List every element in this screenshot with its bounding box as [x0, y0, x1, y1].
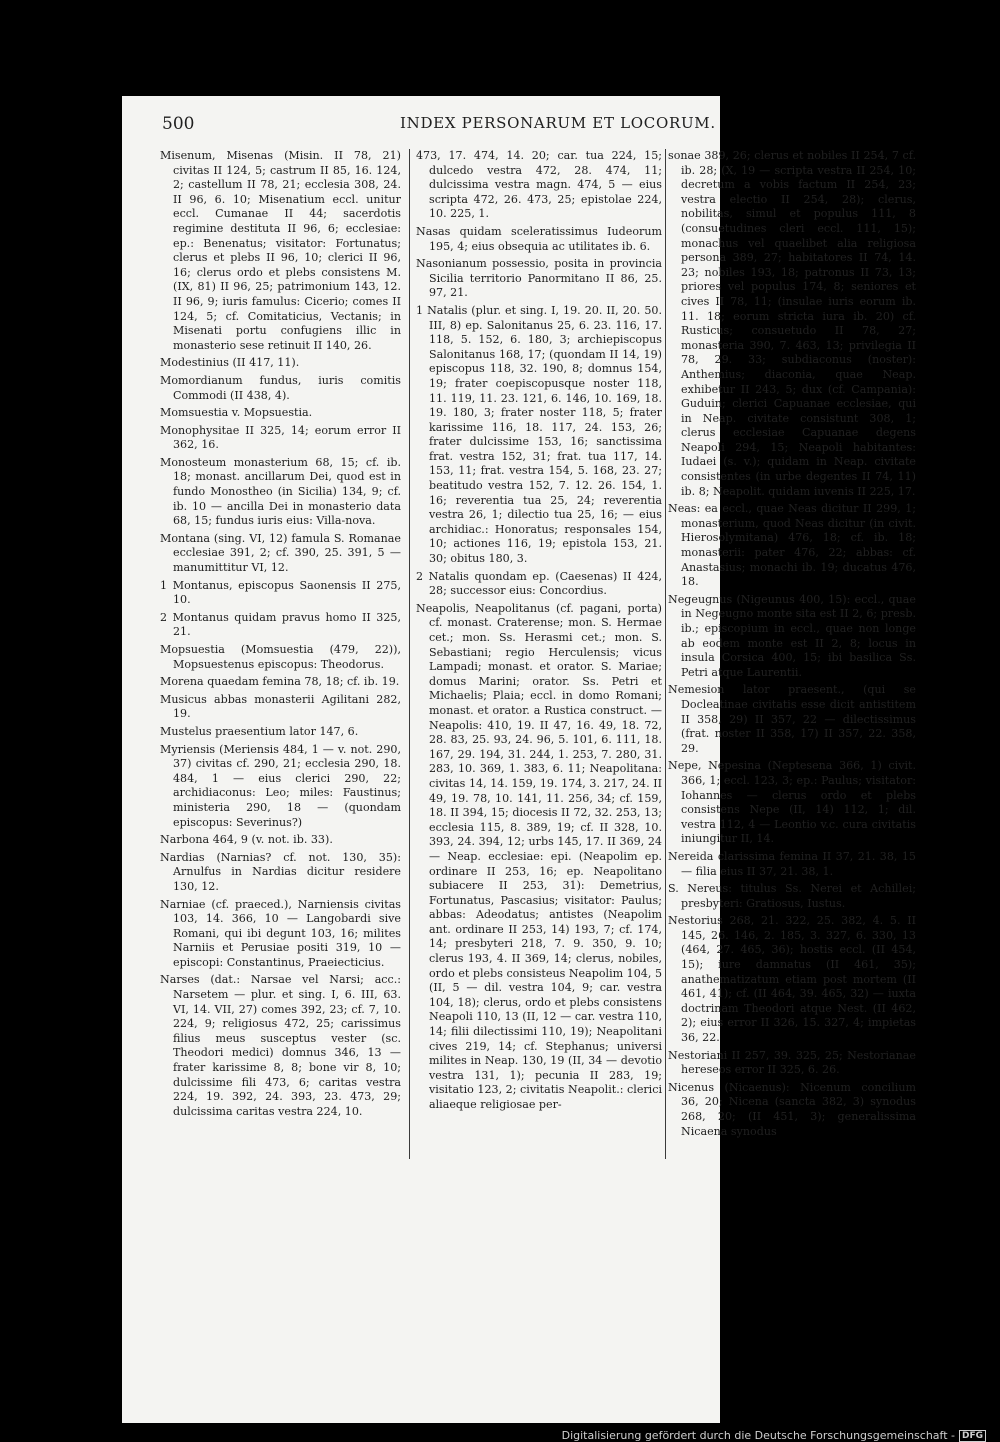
digitization-credit [562, 1429, 986, 1442]
column-divider [409, 149, 410, 1159]
index-column-1 [160, 149, 401, 1159]
page-number: 500 [162, 114, 195, 134]
index-entry: Monosteum monasterium 68, 15; cf. ib. 18; monast. ancillarum Dei, quod est in fundo Monostheo (in Sicilia) 134, 9; cf. ib. 10 — ancilla Dei in monasterio data 68, 15; fundus iuris eius: Villa-nova. [160, 455, 401, 528]
index-entry: Nereida clarissima femina II 37, 21. 38, 15 — filia eius II 37, 21. 38, 1. [668, 849, 916, 878]
index-entry: Nemesion lator praesent., (qui se Docleatinae civitatis esse dicit antistitem II 358, 29) II 357, 22 — dilectissimus (frat. noster II 358, 17) II 357, 22. 358, 29. [668, 683, 916, 755]
index-entry: Narses (dat.: Narsae vel Narsi; acc.: Narsetem — plur. et sing. I, 6. III, 63. VI, 14. VII, 27) comes 392, 23; cf. 7, 10. 224, 9; religiosus 472, 25; carissimus filius meus susceptus vester (sc. Theodori medici) domnus 346, 13 — frater karissime 8, 8; bone vir 8, 10; dulcissime fili 473, 6; caritas vestra 224, 19. 392, 24. 393, 23. 473, 29; dulcissima caritas vestra 224, 10. [160, 973, 401, 1118]
index-entry: Momsuestia v. Mopsuestia. [160, 406, 313, 420]
index-entry: Musicus abbas monasterii Agilitani 282, 19. [160, 692, 401, 721]
index-page [122, 96, 916, 1423]
index-entry: Nestorius 268, 21. 322, 25. 382, 4. 5. II 145, 26. 146, 2. 185, 3. 327, 6. 330, 13 (464, 27. 465, 36); hostis eccl. (II 454, 15); iure damnatus (II 461, 35); anathematizatum etiam post mortem (II 461, 41); cf. (II 464, 39. 465, 32) — iuxta doctrinam Theodori atque Nest. (II 462, 2); eius error II 326, 15. 327, 4; impietas 36, 22. [668, 914, 916, 1045]
index-entry: Myriensis (Meriensis 484, 1 — v. not. 290, 37) civitas cf. 290, 21; ecclesia 290, 18. 484, 1 — eius clerici 290, 22; archidiaconus: Leo; miles: Faustinus; ministeria 290, 18 — (quondam episcopus: Severinus?) [160, 742, 401, 829]
dfg-logo: DFG [959, 1430, 986, 1442]
index-entry: 2 Natalis quondam ep. (Caesenas) II 424, 28; successor eius: Concordius. [416, 569, 662, 598]
index-entry: 1 Natalis (plur. et sing. I, 19. 20. II, 20. 50. III, 8) ep. Salonitanus 25, 6. 23. 116, 17. 118, 5. 152, 6. 180, 3; archiepiscopus Salonitanus 168, 17; (quondam II 14, 19) episcopus 118, 32. 190, 8; domnus 154, 19; frater coepiscopusque noster 118, 11. 119, 11. 23. 121, 6. 146, 10. 169, 18. 19. 180, 3; frater noster 118, 5; frater karissime 116, 18. 117, 24. 153, 26; frater dulcissime 153, 16; sanctissima frat. vestra 152, 31; frat. tua 117, 14. 153, 11; frat. vestra 154, 5. 168, 23. 27; beatitudo vestra 152, 7. 12. 26. 154, 1. 16; reverentia tua 25, 24; reverentia vestra 26, 1; dilectio tua 25, 16; — eius archidiac.: Honoratus; responsales 154, 10; actiones 116, 19; epistola 153, 21. 30; obitus 180, 3. [416, 303, 662, 566]
index-entry: Misenum, Misenas (Misin. II 78, 21) civitas II 124, 5; castrum II 85, 16. 124, 2; castellum II 78, 21; ecclesia 308, 24. II 96, 6. 10; Misenatium eccl. unitur eccl. Cumanae II 44; sacerdotis regimine destituta II 96, 6; ecclesiae: ep.: Benenatus; visitator: Fortunatus; clerus et plebs II 96, 10; clerici II 96, 16; clerus ordo et plebs consistens M. (IX, 81) II 96, 25; patrimonium 143, 12. II 96, 9; iuris famulus: Cicerio; comes II 124, 5; cf. Comitaticius, Vectanis; in Misenati portu confugiens illic in monasterio sese retinuit II 140, 26. [160, 149, 401, 352]
column-divider [665, 149, 666, 1159]
index-entry: Nasas quidam sceleratissimus Iudeorum 195, 4; eius obsequia ac utilitates ib. 6. [416, 224, 662, 253]
index-entry: Morena quaedam femina 78, 18; cf. ib. 19. [160, 675, 400, 689]
index-entry: Nasonianum possessio, posita in provincia Sicilia territorio Panormitano II 86, 25. 97, 21. [416, 257, 662, 300]
index-entry: S. Nereus: titulus Ss. Nerei et Achillei; presbyteri: Gratiosus, Iustus. [668, 882, 916, 910]
index-entry: Nicenus (Nicaenus): Nicenum concilium 36, 20; Nicena (sancta 382, 3) synodus 268, 20; (II 451, 3); generalissima Nicaena synodus [668, 1080, 916, 1138]
index-column-3 [668, 149, 916, 1159]
index-entry: Negeugnus (Nigeunus 400, 15): eccl., quae in Negeugno monte sita est II 2, 6; presb. ib.; episcopium in eccl., quae non longe ab eodem monte est II 2, 8; locus in insula Corsica 400, 15; ibi basilica Ss. Petri atque Laurentii. [668, 592, 916, 679]
index-entry: Montana (sing. VI, 12) famula S. Romanae ecclesiae 391, 2; cf. 390, 25. 391, 5 — manumittitur VI, 12. [160, 531, 401, 575]
index-entry: Nardias (Narnias? cf. not. 130, 35): Arnulfus in Nardias dicitur residere 130, 12. [160, 850, 401, 893]
index-entry: Mustelus praesentium lator 147, 6. [160, 724, 359, 738]
index-entry: Nepe, Nepesina (Neptesena 366, 1) civit. 366, 1; eccl. 123, 3; ep.: Paulus; visitator: Iohannes — clerus ordo et plebs consistens Nepe (II, 14) 112, 1; dil. vestra 112, 4 — Leontio v.c. cura civitatis iniungitur II, 14. [668, 759, 916, 846]
index-entry: 2 Montanus quidam pravus homo II 325, 21. [160, 610, 401, 639]
index-entry: 1 Montanus, episcopus Saonensis II 275, 10. [160, 578, 401, 607]
index-entry: Monophysitae II 325, 14; eorum error II 362, 16. [160, 423, 401, 452]
index-entry: sonae 389, 26; clerus et nobiles II 254, 7 cf. ib. 28; (X, 19 — scripta vestra II 254, 10; decretum a vobis factum II 254, 23; vestra electio II 254, 28); clerus, nobilitas, simul et populus 111, 8 (consuetudines cleri eccl. 111, 15); monachus vel quaelibet alia religiosa persona 389, 27; habitatores II 74, 14. 23; nobiles 193, 18; patronus II 73, 13; priores vel populus 174, 8; seniores et cives II 78, 11; (insulae iuris eorum ib. 11. 18; eorum stricta iura ib. 20) cf. Rusticus; consuetudo II 78, 27; monasteria 390, 7. 463, 13; privilegia II 78, 29. 33; subdiaconus (noster): Anthemius; diaconia, quae Neap. exhibetur II 243, 5; dux (cf. Campania): Guduin; clerici Capuanae ecclesiae, qui in Neap. civitate consistunt 308, 1; clerus ecclesiae Capuanae degens Neapoli 294, 15; Neapoli habitantes: Iudaei (s. v.); quidam in Neap. civitate consistentes (in urbe degentes II 74, 11) ib. 8; Neapolit. quidam iuvenis II 225, 17. [668, 149, 916, 498]
index-entry: Nestoriani II 257, 39. 325, 25; Nestorianae hereseos error II 325, 6. 26. [668, 1048, 916, 1077]
index-entry: 473, 17. 474, 14. 20; car. tua 224, 15; dulcedo vestra 472, 28. 474, 11; dulcissima vestra magn. 474, 5 — eius scripta 472, 26. 473, 25; epistolae 224, 10. 225, 1. [416, 149, 662, 221]
index-entry: Neas: ea eccl., quae Neas dicitur II 299, 1; monasterium, quod Neas dicitur (in civit. Hierosolymitana) 476, 18; cf. ib. 18; monasterii: pater 476, 22; abbas: cf. Anastasius; monachi ib. 19; ducatus 476, 18. [668, 502, 916, 589]
index-entry: Neapolis, Neapolitanus (cf. pagani, porta) cf. monast. Craterense; mon. S. Hermae cet.; mon. Ss. Herasmi cet.; mon. S. Sebastiani; regio Herculensis; vicus Lampadi; monast. et orator. S. Mariae; domus Marini; orator. Ss. Petri et Michaelis; Plaia; eccl. in domo Romani; monast. et orator. a Rustica construct. — Neapolis: 410, 19. II 47, 16. 49, 18. 72, 28. 83, 25. 93, 24. 96, 5. 101, 6. 111, 18. 167, 29. 194, 31. 244, 1. 253, 7. 280, 31. 283, 10. 369, 1. 383, 6. 11; Neapolitana: civitas 14, 14. 159, 19. 174, 3. 217, 24. II 49, 19. 78, 10. 141, 11. 256, 34; cf. 159, 18. II 394, 15; diocesis II 72, 32. 253, 13; ecclesia 115, 8. 389, 19; cf. II 328, 10. 393, 24. 394, 12; urbs 145, 17. II 369, 24 — Neap. ecclesiae: epi. (Neapolim ep. ordinare II 253, 16; ep. Neapolitano subiacere II 253, 31): Demetrius, Fortunatus, Pascasius; visitator: Paulus; abbas: Adeodatus; antistes (Neapolim ant. ordinare II 253, 14) 193, 7; cf. 174, 14; presbyteri 218, 7. 9. 350, 9. 10; clerus 193, 4. II 369, 14; clerus, nobiles, ordo et plebs consisteus Neapolim 104, 5 (II, 5 — dil. vestra 104, 9; car. vestra 104, 18); clerus, ordo et plebs consistens Neapoli 110, 13 (II, 12 — car. vestra 110, 14; filii dilectissimi 110, 19); Neapolitani cives 219, 14; cf. Stephanus; universi milites in Neap. 130, 19 (II, 34 — devotio vestra 131, 1); pecunia II 283, 19; visitatio 123, 2; civitatis Neapolit.: clerici aliaeque religiosae per- [416, 601, 662, 1111]
index-entry: Narbona 464, 9 (v. not. ib. 33). [160, 833, 333, 847]
running-head: INDEX PERSONARUM ET LOCORUM. [400, 114, 716, 132]
index-entry: Momordianum fundus, iuris comitis Commodi (II 438, 4). [160, 373, 401, 402]
index-entry: Modestinius (II 417, 11). [160, 356, 300, 370]
index-column-2 [416, 149, 662, 1159]
index-entry: Mopsuestia (Momsuestia (479, 22)), Mopsuestenus episcopus: Theodorus. [160, 643, 401, 671]
funding-notice: Digitalisierung gefördert durch die Deutsche Forschungsgemeinschaft - [561, 1429, 955, 1442]
index-entry: Narniae (cf. praeced.), Narniensis civitas 103, 14. 366, 10 — Langobardi sive Romani, qui ibi degunt 103, 16; milites Narniis et Perusiae positi 319, 10 — episcopi: Constantinus, Praeiecticius. [160, 897, 401, 969]
